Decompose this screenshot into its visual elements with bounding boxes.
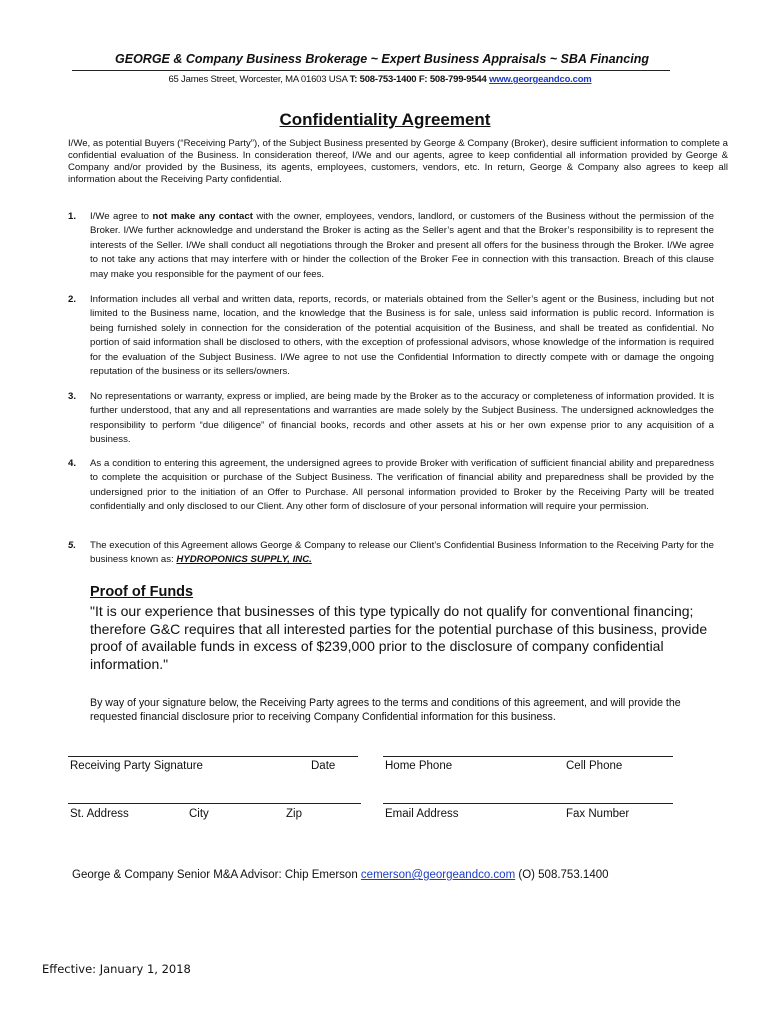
address-line[interactable] bbox=[68, 803, 361, 804]
proof-of-funds-heading: Proof of Funds bbox=[90, 584, 194, 600]
signature-note: By way of your signature below, the Receiving Party agrees to the terms and conditions of this agreement, and will provide the requested financial disclosure prior to receiving Company Confidential information for this business. bbox=[90, 697, 681, 723]
email-line[interactable] bbox=[383, 803, 673, 804]
business-name: HYDROPONICS SUPPLY, INC. bbox=[176, 554, 312, 566]
phone-line[interactable] bbox=[383, 756, 673, 757]
effective-date: Effective: January 1, 2018 bbox=[42, 962, 191, 976]
clause-body: I/We agree to not make any contact with the owner, employees, vendors, landlord, or customers of the Business without the permission of the Broker. I/We further acknowledge and understand the Broker is acting as the Seller’s agent and that the Broker’s responsibility is to represent the interests of the Seller. I/We shall conduct all negotiations through the Broker and present all offers for the business through the Broker. I/We agree to not take any actions that may interfere with or hinder the collection of the Broker Fee in connection with this transaction. Breach of this clause may make you responsible for the payment of our fees. bbox=[90, 211, 714, 280]
proof-of-funds-quote: "It is our experience that businesses of this type typically do not qualify for conventional financing; therefore G&C requires that all interested parties for the potential purchase of this business, provide proof of available funds in excess of $239,000 prior to the disclosure of company confidential information." bbox=[90, 603, 708, 672]
receiving-party-signature-label: Receiving Party Signature bbox=[70, 760, 203, 772]
company-address: 65 James Street, Worcester, MA 01603 USA bbox=[168, 74, 348, 85]
company-contact-line bbox=[90, 74, 670, 85]
zip-label: Zip bbox=[286, 808, 302, 820]
clause-body: No representations or warranty, express or implied, are being made by the Broker as to the accuracy or completeness of information provided. It is further understood, that any and all representations and warranties are made solely by the Subject Business. The undersigned acknowledges the responsibility to perform “due diligence” of financial books, records and other assets at his or her own expense prior to any acquisition of a business. bbox=[90, 391, 714, 446]
clause-number: 3. bbox=[68, 391, 77, 402]
clause-body: The execution of this Agreement allows George & Company to release our Client’s Confidential Business Information to the Receiving Party for the business known as: HYDROPONICS SUPPLY, INC. bbox=[90, 540, 714, 566]
clause-1 bbox=[68, 210, 728, 282]
email-address-label: Email Address bbox=[385, 808, 459, 820]
clause-4 bbox=[68, 457, 728, 515]
company-tagline: GEORGE & Company Business Brokerage ~ Expert Business Appraisals ~ SBA Financing bbox=[115, 52, 649, 66]
advisor-text: George & Company Senior M&A Advisor: Chip Emerson bbox=[72, 869, 358, 881]
clause-number: 1. bbox=[68, 211, 77, 222]
home-phone-label: Home Phone bbox=[385, 760, 453, 772]
advisor-email-link[interactable]: cemerson@georgeandco.com bbox=[360, 869, 516, 881]
clause-3 bbox=[68, 390, 728, 448]
signature-line[interactable] bbox=[68, 756, 358, 757]
fax-number-label: Fax Number bbox=[566, 808, 630, 820]
date-label: Date bbox=[311, 760, 336, 772]
advisor-line bbox=[72, 869, 732, 881]
cell-phone-label: Cell Phone bbox=[566, 760, 623, 772]
advisor-phone: (O) 508.753.1400 bbox=[518, 869, 609, 881]
page-title: Confidentiality Agreement bbox=[279, 110, 491, 129]
clause-number: 2. bbox=[68, 294, 77, 305]
clause-body: Information includes all verbal and written data, reports, records, or materials obtained from the Seller’s agent or the Business, including but not limited to the Business name, location, and the knowledge that the Business is for sale, unless said information is public record. Information is being furnished solely in connection for the consideration of the potential acquisition of the Business, and shall be treated as confidential. No portion of said information shall be disclosed to others, with the exception of professional advisors, whose knowledge of the information is required for the evaluation of the Subject Business. I/We agree to not use the Confidential Information to directly compete with or damage the ongoing reputation of the business or its sellers/owners. bbox=[90, 294, 714, 378]
clause-5 bbox=[68, 539, 728, 568]
company-fax: F: 508-799-9544 bbox=[418, 74, 487, 85]
st-address-label: St. Address bbox=[70, 808, 129, 820]
city-label: City bbox=[189, 808, 209, 820]
clause-number: 4. bbox=[68, 458, 77, 469]
no-contact-emphasis: not make any contact bbox=[152, 211, 253, 222]
clause-body: As a condition to entering this agreement, the undersigned agrees to provide Broker with verification of sufficient financial ability and preparedness to complete the acquisition or purchase of the Subject Business. The verification of financial ability and preparedness shall be provided by the undersigned prior to the initiation of an Offer to Purchase. All personal information provided to Broker by the Receiving Party will be treated confidentially and only disclosed to our Client. Any other form of disclosure of your personal information will require your permission. bbox=[90, 458, 714, 513]
header-rule bbox=[72, 70, 670, 71]
company-phone: T: 508-753-1400 bbox=[349, 74, 417, 85]
clause-2 bbox=[68, 293, 728, 379]
company-website-link[interactable]: www.georgeandco.com bbox=[489, 74, 592, 85]
clause-number: 5. bbox=[68, 540, 77, 551]
intro-paragraph: I/We, as potential Buyers (“Receiving Party”), of the Subject Business presented by George & Company (Broker), desire sufficient information to complete a confidential evaluation of the Business. In consideration thereof, I/We and our agents, agree to keep confidential all information provided by George & Company and/or provided by the Business, its agents, employees, customers, vendors, etc. In return, George & Company also agrees to keep all information about the Receiving Party confidential. bbox=[68, 138, 728, 185]
